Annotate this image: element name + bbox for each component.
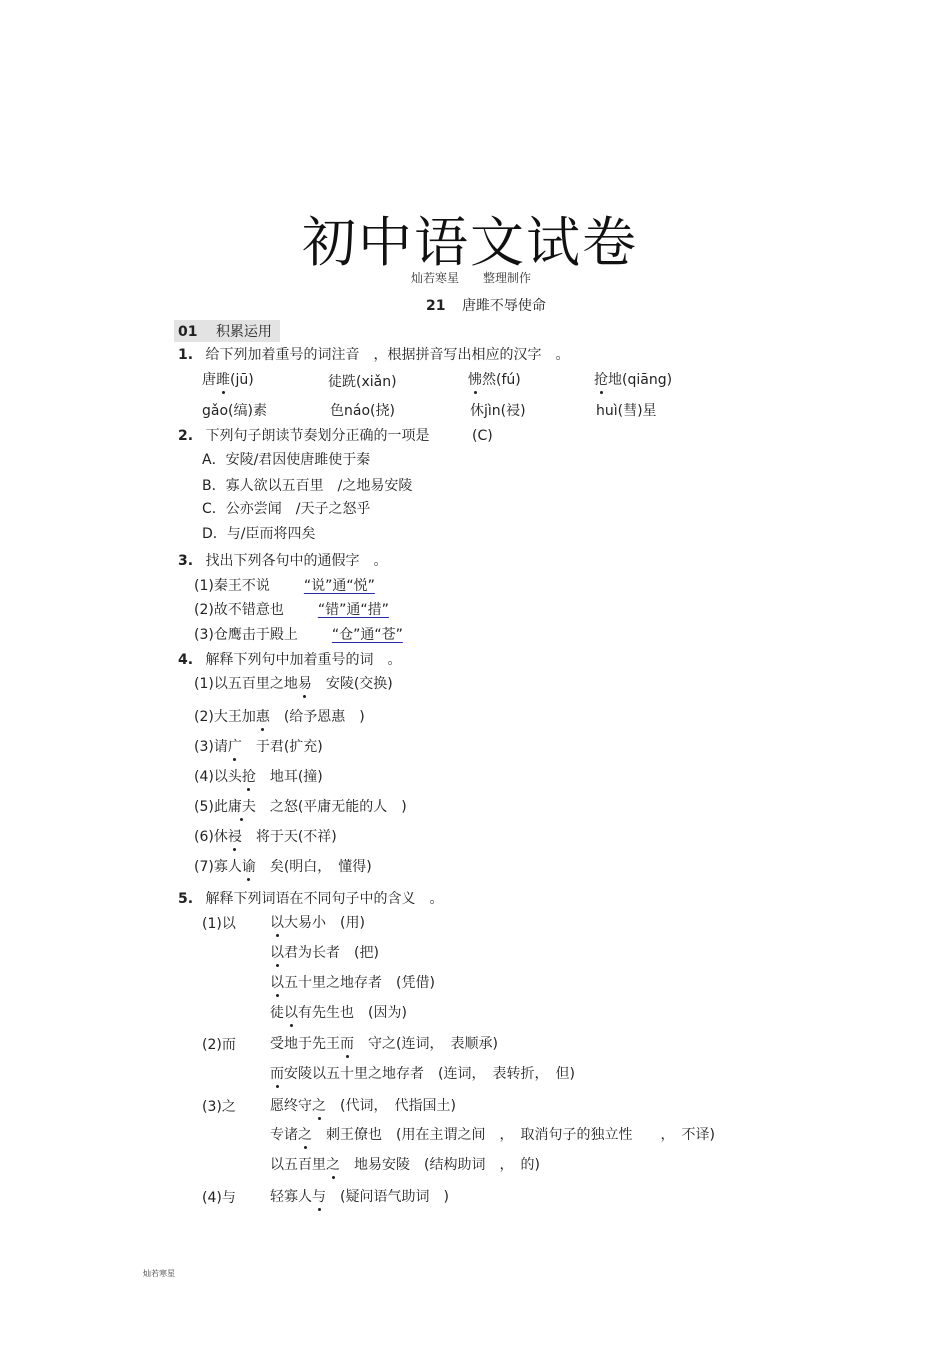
q2-option: C．公亦尝闻 /天子之怒乎 xyxy=(202,501,371,517)
q1-item: huì(彗)星 xyxy=(596,403,657,419)
q3-answer: “仓”通“苍” xyxy=(331,627,403,643)
q1-stem xyxy=(178,346,570,364)
section-name: 积累运用 xyxy=(215,324,272,340)
q5-group-label: (1)以 xyxy=(202,916,236,932)
q1-item: 休jìn(祲) xyxy=(470,403,526,419)
q3-stem xyxy=(178,552,388,570)
q2-answer: (C) xyxy=(472,428,493,444)
q5-line: 以君为长者 (把) xyxy=(270,945,379,961)
q5-line: 而安陵以五十里之地存者 (连词， 表转折， 但) xyxy=(270,1066,575,1082)
q5-line: 轻寡人与 (疑问语气助词 ) xyxy=(270,1189,449,1205)
q5-line: 以大易小 (用) xyxy=(270,915,365,931)
q4-item: (6)休祲 将于天(不祥) xyxy=(194,829,337,845)
q3-item: (1)秦王不说 “说”通“悦” xyxy=(194,578,375,594)
q1-item: 徒跣(xiǎn) xyxy=(328,374,397,390)
q3-number: 3. xyxy=(178,553,194,569)
q5-text: 解释下列词语在不同句子中的含义 。 xyxy=(205,891,444,907)
q3-item: (2)故不错意也 “错”通“措” xyxy=(194,602,389,618)
section-number: 01 xyxy=(178,324,198,340)
q1-item: 色náo(挠) xyxy=(330,403,395,419)
q1-item: gǎo(缟)素 xyxy=(202,403,267,419)
q1-text: 给下列加着重号的词注音 ，根据拼音写出相应的汉字 。 xyxy=(205,347,570,363)
lesson-heading xyxy=(426,297,546,315)
q1-number: 1. xyxy=(178,347,194,363)
section-header xyxy=(174,320,280,342)
page-footer: 灿若寒星 xyxy=(143,1269,175,1278)
q5-stem xyxy=(178,890,444,908)
q2-option: B．寡人欲以五百里 /之地易安陵 xyxy=(202,478,413,494)
q1-item: 怫然(fú) xyxy=(468,372,521,388)
q2-option: A．安陵/君因使唐雎使于秦 xyxy=(202,452,371,468)
q5-group-label: (3)之 xyxy=(202,1099,236,1115)
q5-line: 愿终守之 (代词， 代指国土) xyxy=(270,1098,456,1114)
q4-text: 解释下列句中加着重号的词 。 xyxy=(205,652,402,668)
q4-number: 4. xyxy=(178,652,194,668)
q1-item: 唐雎(jū) xyxy=(202,372,254,388)
q3-answer: “说”通“悦” xyxy=(303,578,375,594)
q5-line: 专诸之 刺王僚也 (用在主谓之间 ， 取消句子的独立性 ， 不译) xyxy=(270,1127,715,1143)
q1-item: 抢地(qiāng) xyxy=(594,372,673,388)
q5-line: 以五百里之 地易安陵 (结构助词 ， 的) xyxy=(270,1157,540,1173)
q2-number: 2. xyxy=(178,428,194,444)
page-title: 初中语文试卷 xyxy=(302,211,638,274)
q4-item: (2)大王加惠 (给予恩惠 ) xyxy=(194,709,365,725)
q4-item: (4)以头抢 地耳(撞) xyxy=(194,769,323,785)
q4-stem xyxy=(178,651,402,669)
q3-text: 找出下列各句中的通假字 。 xyxy=(205,553,388,569)
q3-item: (3)仓鹰击于殿上 “仓”通“苍” xyxy=(194,627,403,643)
q2-stem xyxy=(178,427,430,445)
q4-item: (3)请广 于君(扩充) xyxy=(194,739,323,755)
q5-line: 受地于先王而 守之(连词， 表顺承) xyxy=(270,1036,498,1052)
subtitle: 灿若寒星 整理制作 xyxy=(411,271,532,285)
q3-answer: “错”通“措” xyxy=(317,602,389,618)
q5-line: 徒以有先生也 (因为) xyxy=(270,1005,407,1021)
q4-item: (7)寡人谕 矣(明白， 懂得) xyxy=(194,859,372,875)
lesson-number: 21 xyxy=(426,298,446,314)
q4-item: (5)此庸夫 之怒(平庸无能的人 ) xyxy=(194,799,407,815)
q5-number: 5. xyxy=(178,891,194,907)
lesson-name: 唐雎不辱使命 xyxy=(461,298,546,314)
q5-line: 以五十里之地存者 (凭借) xyxy=(270,975,435,991)
q2-option: D．与/臣而将四矣 xyxy=(202,526,316,542)
q5-group-label: (4)与 xyxy=(202,1190,236,1206)
q5-group-label: (2)而 xyxy=(202,1037,236,1053)
q2-text: 下列句子朗读节奏划分正确的一项是 xyxy=(205,428,430,444)
q4-item: (1)以五百里之地易 安陵(交换) xyxy=(194,676,393,692)
